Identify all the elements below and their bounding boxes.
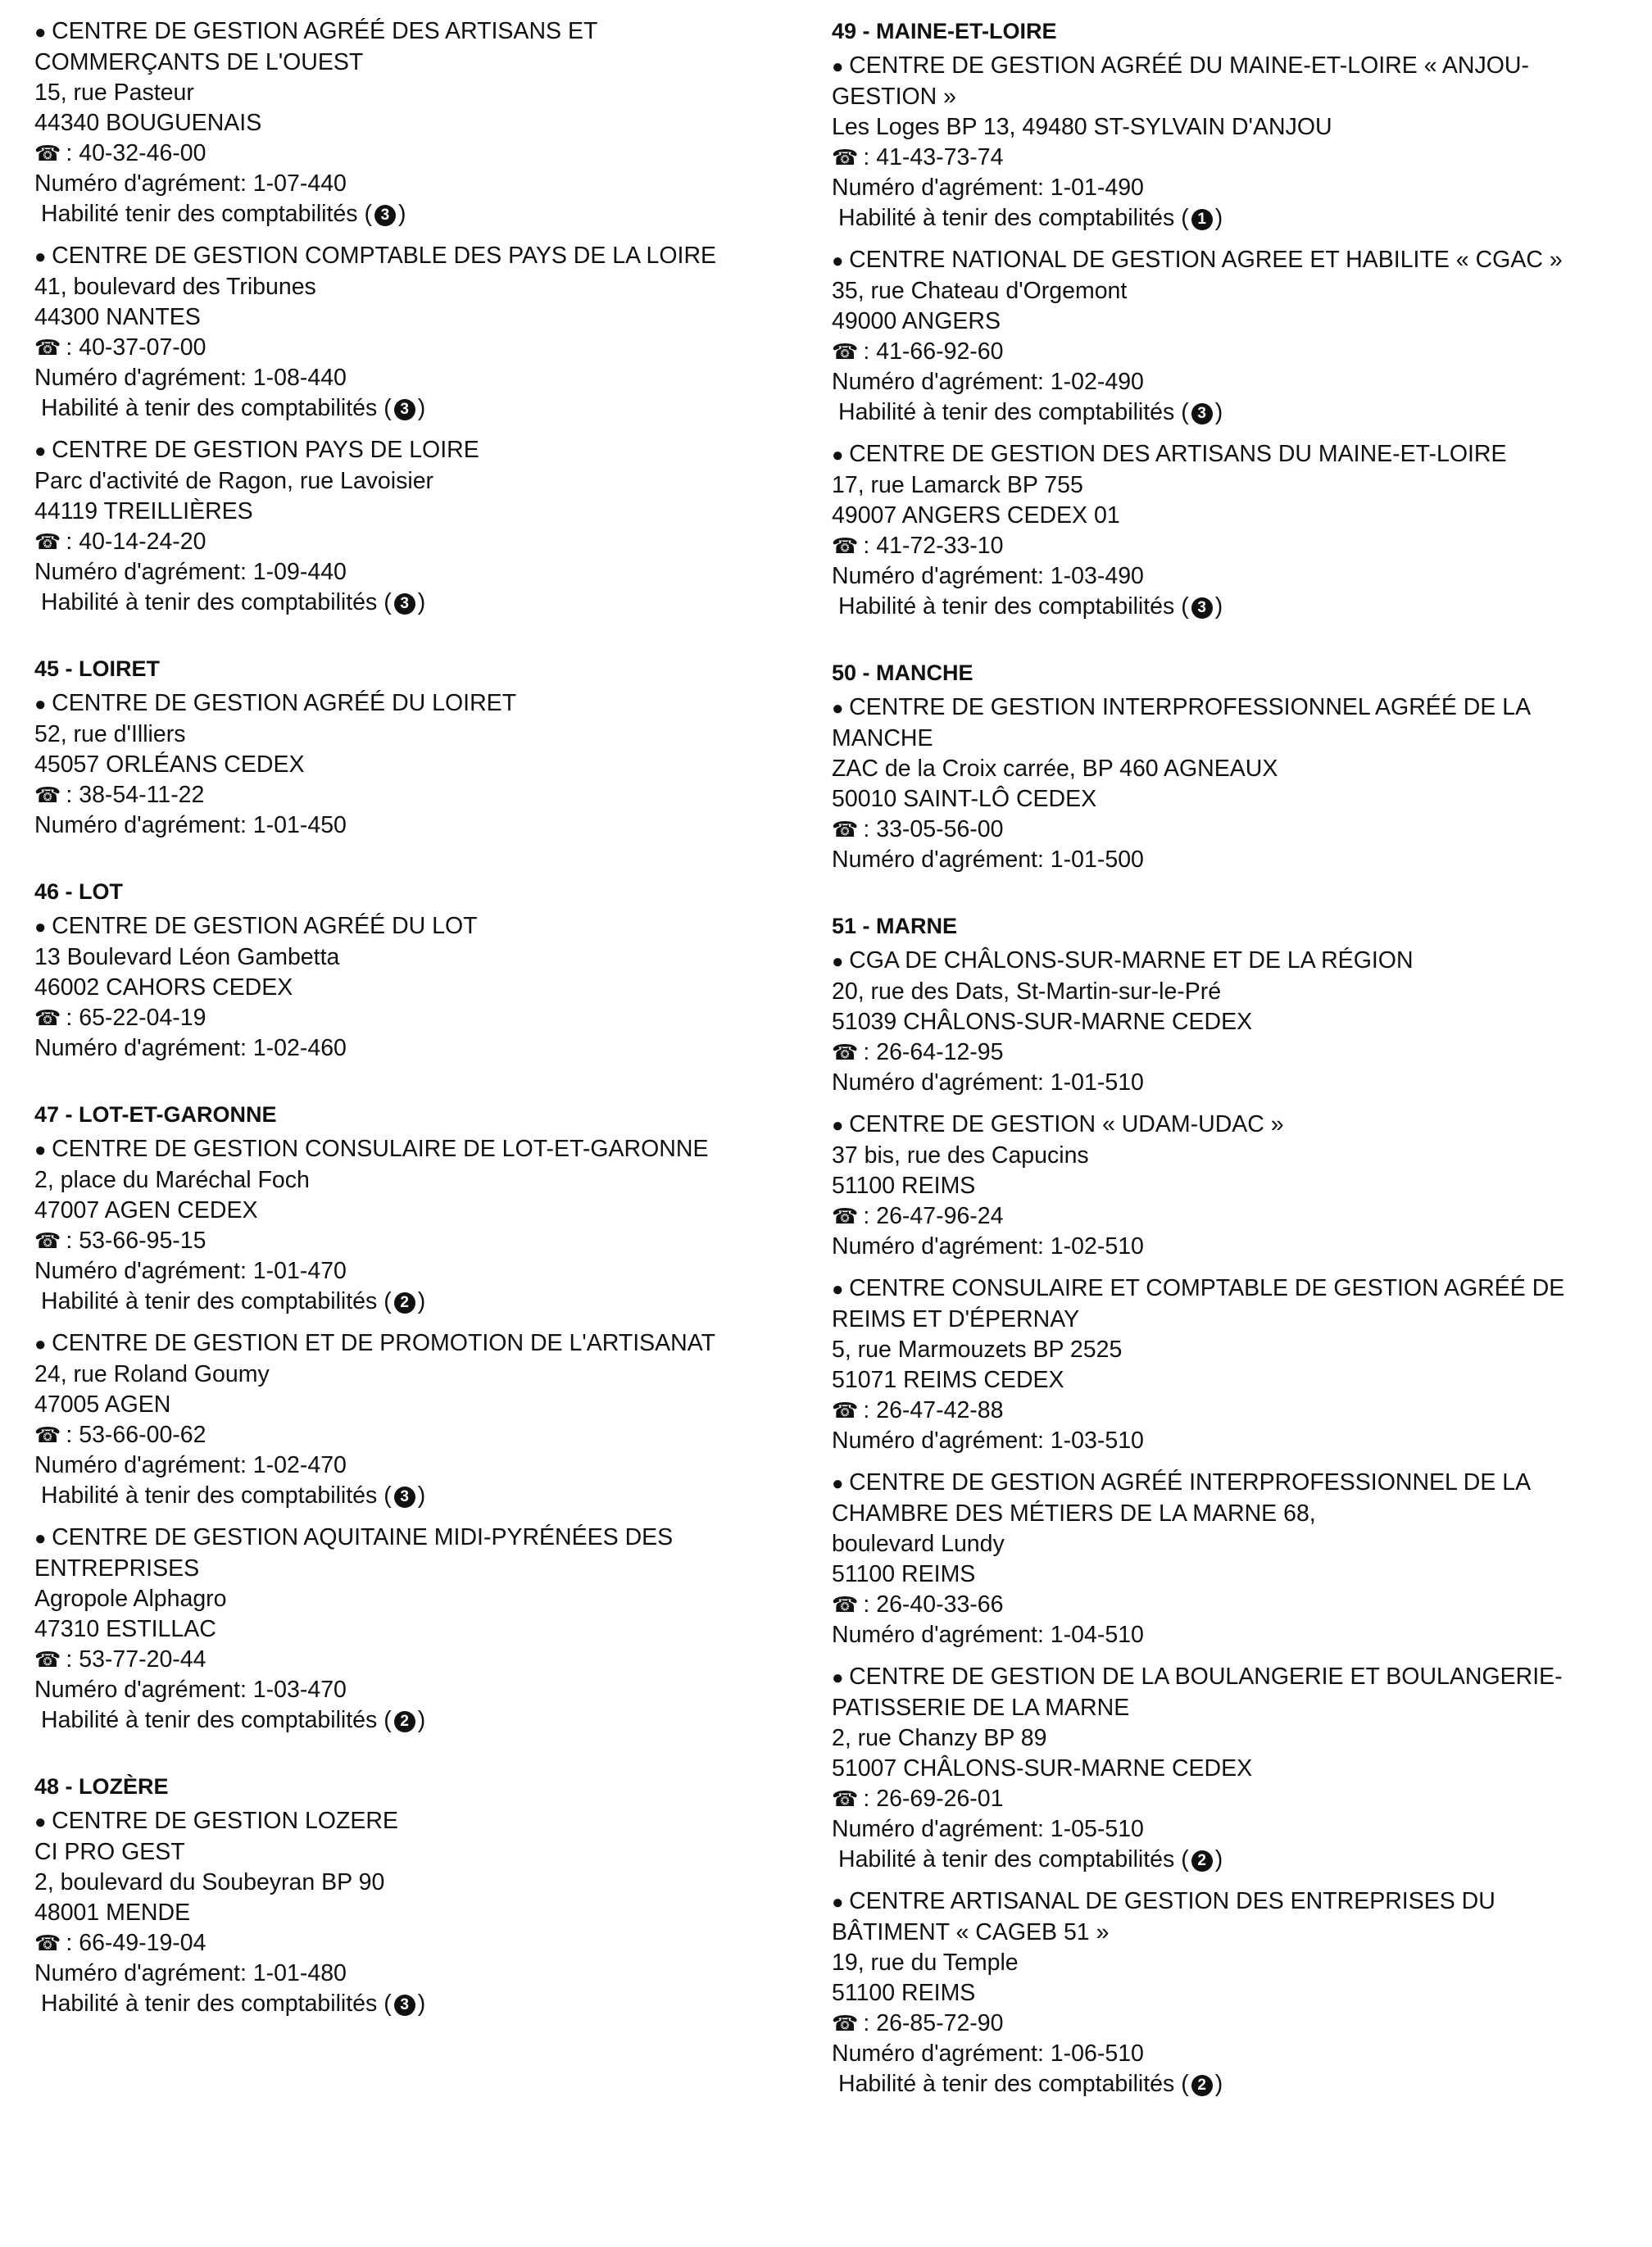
telephone-icon: ☎ (34, 1647, 61, 1672)
address-line: 51100 REIMS (832, 1173, 976, 1199)
agrement-number: Numéro d'agrément: 1-02-470 (34, 1452, 347, 1478)
department-heading: 49 - MAINE-ET-LOIRE (832, 19, 1057, 43)
department-heading: 47 - LOT-ET-GARONNE (34, 1102, 277, 1127)
habilitation-badge: 2 (1191, 1850, 1213, 1872)
habilitation-text: Habilité à tenir des comptabilités (838, 399, 1175, 425)
habilitation-line: Habilité à tenir des comptabilités ( 2 ) (41, 1707, 426, 1733)
center-name: ● CENTRE DE GESTION AGRÉÉ DU LOT (34, 911, 788, 942)
agrement-number: Numéro d'agrément: 1-01-450 (34, 812, 347, 838)
address-line: ZAC de la Croix carrée, BP 460 AGNEAUX (832, 756, 1278, 782)
agrement-number: Numéro d'agrément: 1-01-510 (832, 1069, 1144, 1096)
habilitation-text: Habilité à tenir des comptabilités (41, 1482, 378, 1509)
center-name: ● CGA DE CHÂLONS-SUR-MARNE ET DE LA RÉGION (832, 946, 1618, 977)
telephone-icon: ☎ (832, 817, 859, 842)
department-section (34, 16, 788, 618)
phone-line (832, 531, 1618, 561)
phone-line (34, 780, 788, 810)
center-name: ● CENTRE DE GESTION ET DE PROMOTION DE L'ARTISANAT (34, 1328, 788, 1360)
telephone-icon: ☎ (832, 1040, 859, 1064)
address-line: CI PRO GEST (34, 1839, 185, 1865)
address-line: 51071 REIMS CEDEX (832, 1367, 1064, 1393)
department-section (832, 658, 1618, 875)
agrement-number: Numéro d'agrément: 1-08-440 (34, 365, 347, 391)
phone-line (832, 1201, 1618, 1232)
habilitation-text: Habilité à tenir des comptabilités (41, 1707, 378, 1733)
telephone-icon: ☎ (832, 1204, 859, 1228)
center-name: ● CENTRE DE GESTION COMPTABLE DES PAYS DE LA LOIRE (34, 241, 788, 272)
department-section (832, 911, 1618, 2099)
center-entry (832, 245, 1618, 428)
habilitation-badge: 1 (1191, 209, 1213, 230)
phone-line (34, 1928, 788, 1959)
habilitation-badge: 3 (1191, 403, 1213, 424)
telephone-icon: ☎ (832, 339, 859, 364)
address-line: 24, rue Roland Goumy (34, 1361, 270, 1387)
agrement-number: Numéro d'agrément: 1-03-470 (34, 1677, 347, 1703)
habilitation-line: Habilité à tenir des comptabilités ( 2 ) (838, 1846, 1223, 1872)
phone-line (34, 138, 788, 169)
agrement-number: Numéro d'agrément: 1-01-500 (832, 847, 1144, 873)
habilitation-line: Habilité à tenir des comptabilités ( 3 ) (41, 1482, 426, 1509)
habilitation-text: Habilité à tenir des comptabilités (838, 1846, 1175, 1872)
telephone-icon: ☎ (34, 1005, 61, 1030)
phone-number: : 26-69-26-01 (863, 1786, 1004, 1812)
habilitation-line: Habilité à tenir des comptabilités ( 1 ) (838, 205, 1223, 231)
phone-line (34, 1226, 788, 1256)
telephone-icon: ☎ (832, 145, 859, 170)
phone-number: : 53-66-00-62 (66, 1422, 206, 1448)
center-entry (832, 1468, 1618, 1650)
center-name: ● CENTRE DE GESTION AGRÉÉ DU MAINE-ET-LOIRE « ANJOU-GESTION » (832, 51, 1618, 112)
agrement-number: Numéro d'agrément: 1-02-490 (832, 369, 1144, 395)
department-section (34, 1100, 788, 1736)
telephone-icon: ☎ (832, 1398, 859, 1423)
habilitation-badge: 2 (1191, 2075, 1213, 2096)
address-line: 51007 CHÂLONS-SUR-MARNE CEDEX (832, 1755, 1253, 1782)
telephone-icon: ☎ (34, 141, 61, 166)
phone-line (832, 1590, 1618, 1620)
center-entry (34, 1134, 788, 1317)
phone-line (34, 333, 788, 363)
phone-number: : 53-66-95-15 (66, 1228, 206, 1254)
center-name: ● CENTRE DE GESTION PAYS DE LOIRE (34, 435, 788, 466)
center-entry (34, 688, 788, 841)
phone-number: : 40-14-24-20 (66, 529, 206, 555)
address-line: 45057 ORLÉANS CEDEX (34, 751, 305, 778)
address-line: 2, rue Chanzy BP 89 (832, 1725, 1047, 1751)
agrement-number: Numéro d'agrément: 1-06-510 (832, 2040, 1144, 2067)
center-name: ● CENTRE CONSULAIRE ET COMPTABLE DE GESTION AGRÉÉ DE REIMS ET D'ÉPERNAY (832, 1273, 1618, 1335)
center-name: ● CENTRE DE GESTION DE LA BOULANGERIE ET BOULANGERIE-PATISSERIE DE LA MARNE (832, 1662, 1618, 1723)
address-line: 47310 ESTILLAC (34, 1616, 216, 1642)
phone-number: : 65-22-04-19 (66, 1005, 206, 1031)
telephone-icon: ☎ (34, 529, 61, 554)
phone-number: : 53-77-20-44 (66, 1646, 206, 1673)
address-line: 37 bis, rue des Capucins (832, 1142, 1089, 1169)
habilitation-line: Habilité à tenir des comptabilités ( 3 ) (41, 395, 426, 421)
address-line: 17, rue Lamarck BP 755 (832, 472, 1083, 498)
department-heading: 48 - LOZÈRE (34, 1774, 169, 1799)
center-entry (832, 1110, 1618, 1262)
department-heading: 51 - MARNE (832, 914, 958, 938)
center-name: ● CENTRE NATIONAL DE GESTION AGREE ET HABILITE « CGAC » (832, 245, 1618, 276)
center-name: ● CENTRE DE GESTION AGRÉÉ INTERPROFESSIONNEL DE LA CHAMBRE DES MÉTIERS DE LA MARNE 68, (832, 1468, 1618, 1529)
address-line: 47005 AGEN (34, 1391, 171, 1418)
center-name: ● CENTRE DE GESTION AGRÉÉ DES ARTISANS ET COMMERÇANTS DE L'OUEST (34, 16, 788, 78)
telephone-icon: ☎ (34, 1423, 61, 1447)
center-name: ● CENTRE DE GESTION INTERPROFESSIONNEL AGRÉÉ DE LA MANCHE (832, 692, 1618, 754)
agrement-number: Numéro d'agrément: 1-03-510 (832, 1428, 1144, 1454)
phone-number: : 26-40-33-66 (863, 1591, 1004, 1618)
address-line: 51039 CHÂLONS-SUR-MARNE CEDEX (832, 1009, 1253, 1035)
address-line: 44300 NANTES (34, 304, 201, 330)
address-line: 48001 MENDE (34, 1900, 191, 1926)
address-line: Agropole Alphagro (34, 1586, 227, 1612)
phone-number: : 26-47-42-88 (863, 1397, 1004, 1423)
phone-line (832, 337, 1618, 367)
address-line: Les Loges BP 13, 49480 ST-SYLVAIN D'ANJOU (832, 114, 1332, 140)
phone-number: : 26-85-72-90 (863, 2010, 1004, 2036)
phone-line (832, 815, 1618, 845)
address-line: 49007 ANGERS CEDEX 01 (832, 502, 1120, 529)
center-entry (34, 911, 788, 1064)
center-entry (832, 51, 1618, 234)
habilitation-line: Habilité tenir des comptabilités ( 3 ) (41, 201, 406, 227)
agrement-number: Numéro d'agrément: 1-01-470 (34, 1258, 347, 1284)
habilitation-line: Habilité à tenir des comptabilités ( 3 ) (838, 593, 1223, 620)
center-name: ● CENTRE ARTISANAL DE GESTION DES ENTREPRISES DU BÂTIMENT « CAGEB 51 » (832, 1886, 1618, 1948)
center-entry (832, 1886, 1618, 2099)
phone-line (832, 1784, 1618, 1814)
habilitation-text: Habilité à tenir des comptabilités (41, 589, 378, 615)
department-section (34, 654, 788, 841)
agrement-number: Numéro d'agrément: 1-01-490 (832, 175, 1144, 201)
agrement-number: Numéro d'agrément: 1-01-480 (34, 1960, 347, 1986)
address-line: boulevard Lundy (832, 1531, 1005, 1557)
address-line: 51100 REIMS (832, 1980, 976, 2006)
address-line: 2, boulevard du Soubeyran BP 90 (34, 1869, 385, 1895)
center-entry (34, 1328, 788, 1511)
address-line: 13 Boulevard Léon Gambetta (34, 944, 340, 970)
center-entry (34, 1523, 788, 1736)
telephone-icon: ☎ (34, 783, 61, 807)
habilitation-text: Habilité à tenir des comptabilités (41, 1991, 378, 2017)
phone-number: : 41-72-33-10 (863, 533, 1004, 559)
phone-number: : 38-54-11-22 (66, 782, 205, 808)
telephone-icon: ☎ (34, 1228, 61, 1253)
phone-line (34, 527, 788, 557)
phone-number: : 26-64-12-95 (863, 1039, 1004, 1065)
address-line: 15, rue Pasteur (34, 79, 194, 106)
phone-line (34, 1645, 788, 1675)
center-entry (34, 1806, 788, 2019)
phone-line (832, 1396, 1618, 1426)
center-entry (832, 692, 1618, 875)
left-column (34, 16, 788, 2031)
agrement-number: Numéro d'agrément: 1-05-510 (832, 1816, 1144, 1842)
address-line: 5, rue Marmouzets BP 2525 (832, 1337, 1123, 1363)
center-name: ● CENTRE DE GESTION AGRÉÉ DU LOIRET (34, 688, 788, 719)
telephone-icon: ☎ (34, 1931, 61, 1955)
center-entry (34, 241, 788, 424)
phone-line (832, 2009, 1618, 2039)
habilitation-line: Habilité à tenir des comptabilités ( 3 ) (838, 399, 1223, 425)
address-line: 20, rue des Dats, St-Martin-sur-le-Pré (832, 978, 1222, 1005)
address-line: 44119 TREILLIÈRES (34, 498, 253, 524)
center-entry (832, 946, 1618, 1098)
habilitation-line: Habilité à tenir des comptabilités ( 3 ) (41, 589, 426, 615)
phone-line (34, 1420, 788, 1450)
telephone-icon: ☎ (832, 2011, 859, 2036)
habilitation-badge: 3 (394, 1487, 415, 1508)
department-section (34, 877, 788, 1064)
center-entry (832, 1662, 1618, 1875)
telephone-icon: ☎ (34, 335, 61, 360)
phone-number: : 40-37-07-00 (66, 334, 206, 361)
department-heading: 46 - LOT (34, 879, 124, 904)
center-entry (34, 16, 788, 229)
address-line: 47007 AGEN CEDEX (34, 1197, 258, 1223)
address-line: 51100 REIMS (832, 1561, 976, 1587)
phone-line (34, 1003, 788, 1033)
habilitation-text: Habilité à tenir des comptabilités (41, 395, 378, 421)
telephone-icon: ☎ (832, 533, 859, 558)
phone-number: : 33-05-56-00 (863, 816, 1004, 842)
phone-number: : 26-47-96-24 (863, 1203, 1004, 1229)
agrement-number: Numéro d'agrément: 1-04-510 (832, 1622, 1144, 1648)
department-section (34, 1772, 788, 2019)
right-column (832, 16, 1618, 2111)
habilitation-badge: 2 (394, 1711, 415, 1732)
center-name: ● CENTRE DE GESTION CONSULAIRE DE LOT-ET-GARONNE (34, 1134, 788, 1165)
habilitation-line: Habilité à tenir des comptabilités ( 2 ) (838, 2071, 1223, 2097)
habilitation-badge: 3 (1191, 597, 1213, 619)
center-name: ● CENTRE DE GESTION DES ARTISANS DU MAINE-ET-LOIRE (832, 439, 1618, 470)
department-section (832, 16, 1618, 622)
phone-line (832, 143, 1618, 173)
agrement-number: Numéro d'agrément: 1-02-510 (832, 1233, 1144, 1260)
phone-number: : 41-66-92-60 (863, 338, 1004, 365)
phone-line (832, 1037, 1618, 1068)
address-line: 2, place du Maréchal Foch (34, 1167, 310, 1193)
address-line: 52, rue d'Illiers (34, 721, 186, 747)
habilitation-text: Habilité à tenir des comptabilités (41, 1288, 378, 1314)
habilitation-text: Habilité à tenir des comptabilités (838, 2071, 1175, 2097)
habilitation-badge: 3 (394, 593, 415, 615)
phone-number: : 40-32-46-00 (66, 140, 206, 166)
address-line: 49000 ANGERS (832, 308, 1001, 334)
address-line: 46002 CAHORS CEDEX (34, 974, 293, 1001)
agrement-number: Numéro d'agrément: 1-03-490 (832, 563, 1144, 589)
phone-number: : 66-49-19-04 (66, 1930, 206, 1956)
center-name: ● CENTRE DE GESTION « UDAM-UDAC » (832, 1110, 1618, 1141)
address-line: 50010 SAINT-LÔ CEDEX (832, 786, 1097, 812)
telephone-icon: ☎ (832, 1786, 859, 1811)
habilitation-badge: 3 (374, 205, 396, 226)
center-name: ● CENTRE DE GESTION LOZERE (34, 1806, 788, 1837)
phone-number: : 41-43-73-74 (863, 144, 1004, 170)
habilitation-badge: 2 (394, 1292, 415, 1314)
center-name: ● CENTRE DE GESTION AQUITAINE MIDI-PYRÉNÉES DES ENTREPRISES (34, 1523, 788, 1584)
address-line: 44340 BOUGUENAIS (34, 110, 262, 136)
telephone-icon: ☎ (832, 1592, 859, 1617)
agrement-number: Numéro d'agrément: 1-02-460 (34, 1035, 347, 1061)
address-line: 41, boulevard des Tribunes (34, 274, 316, 300)
center-entry (832, 439, 1618, 622)
department-heading: 45 - LOIRET (34, 656, 161, 681)
agrement-number: Numéro d'agrément: 1-09-440 (34, 559, 347, 585)
department-heading: 50 - MANCHE (832, 660, 974, 685)
agrement-number: Numéro d'agrément: 1-07-440 (34, 170, 347, 197)
habilitation-badge: 3 (394, 1995, 415, 2016)
address-line: Parc d'activité de Ragon, rue Lavoisier (34, 468, 434, 494)
center-entry (832, 1273, 1618, 1456)
habilitation-line: Habilité à tenir des comptabilités ( 3 ) (41, 1991, 426, 2017)
habilitation-text: Habilité à tenir des comptabilités (838, 205, 1175, 231)
habilitation-text: Habilité à tenir des comptabilités (838, 593, 1175, 620)
address-line: 19, rue du Temple (832, 1950, 1019, 1976)
habilitation-text: Habilité tenir des comptabilités (41, 201, 358, 227)
habilitation-line: Habilité à tenir des comptabilités ( 2 ) (41, 1288, 426, 1314)
address-line: 35, rue Chateau d'Orgemont (832, 278, 1128, 304)
center-entry (34, 435, 788, 618)
habilitation-badge: 3 (394, 399, 415, 420)
